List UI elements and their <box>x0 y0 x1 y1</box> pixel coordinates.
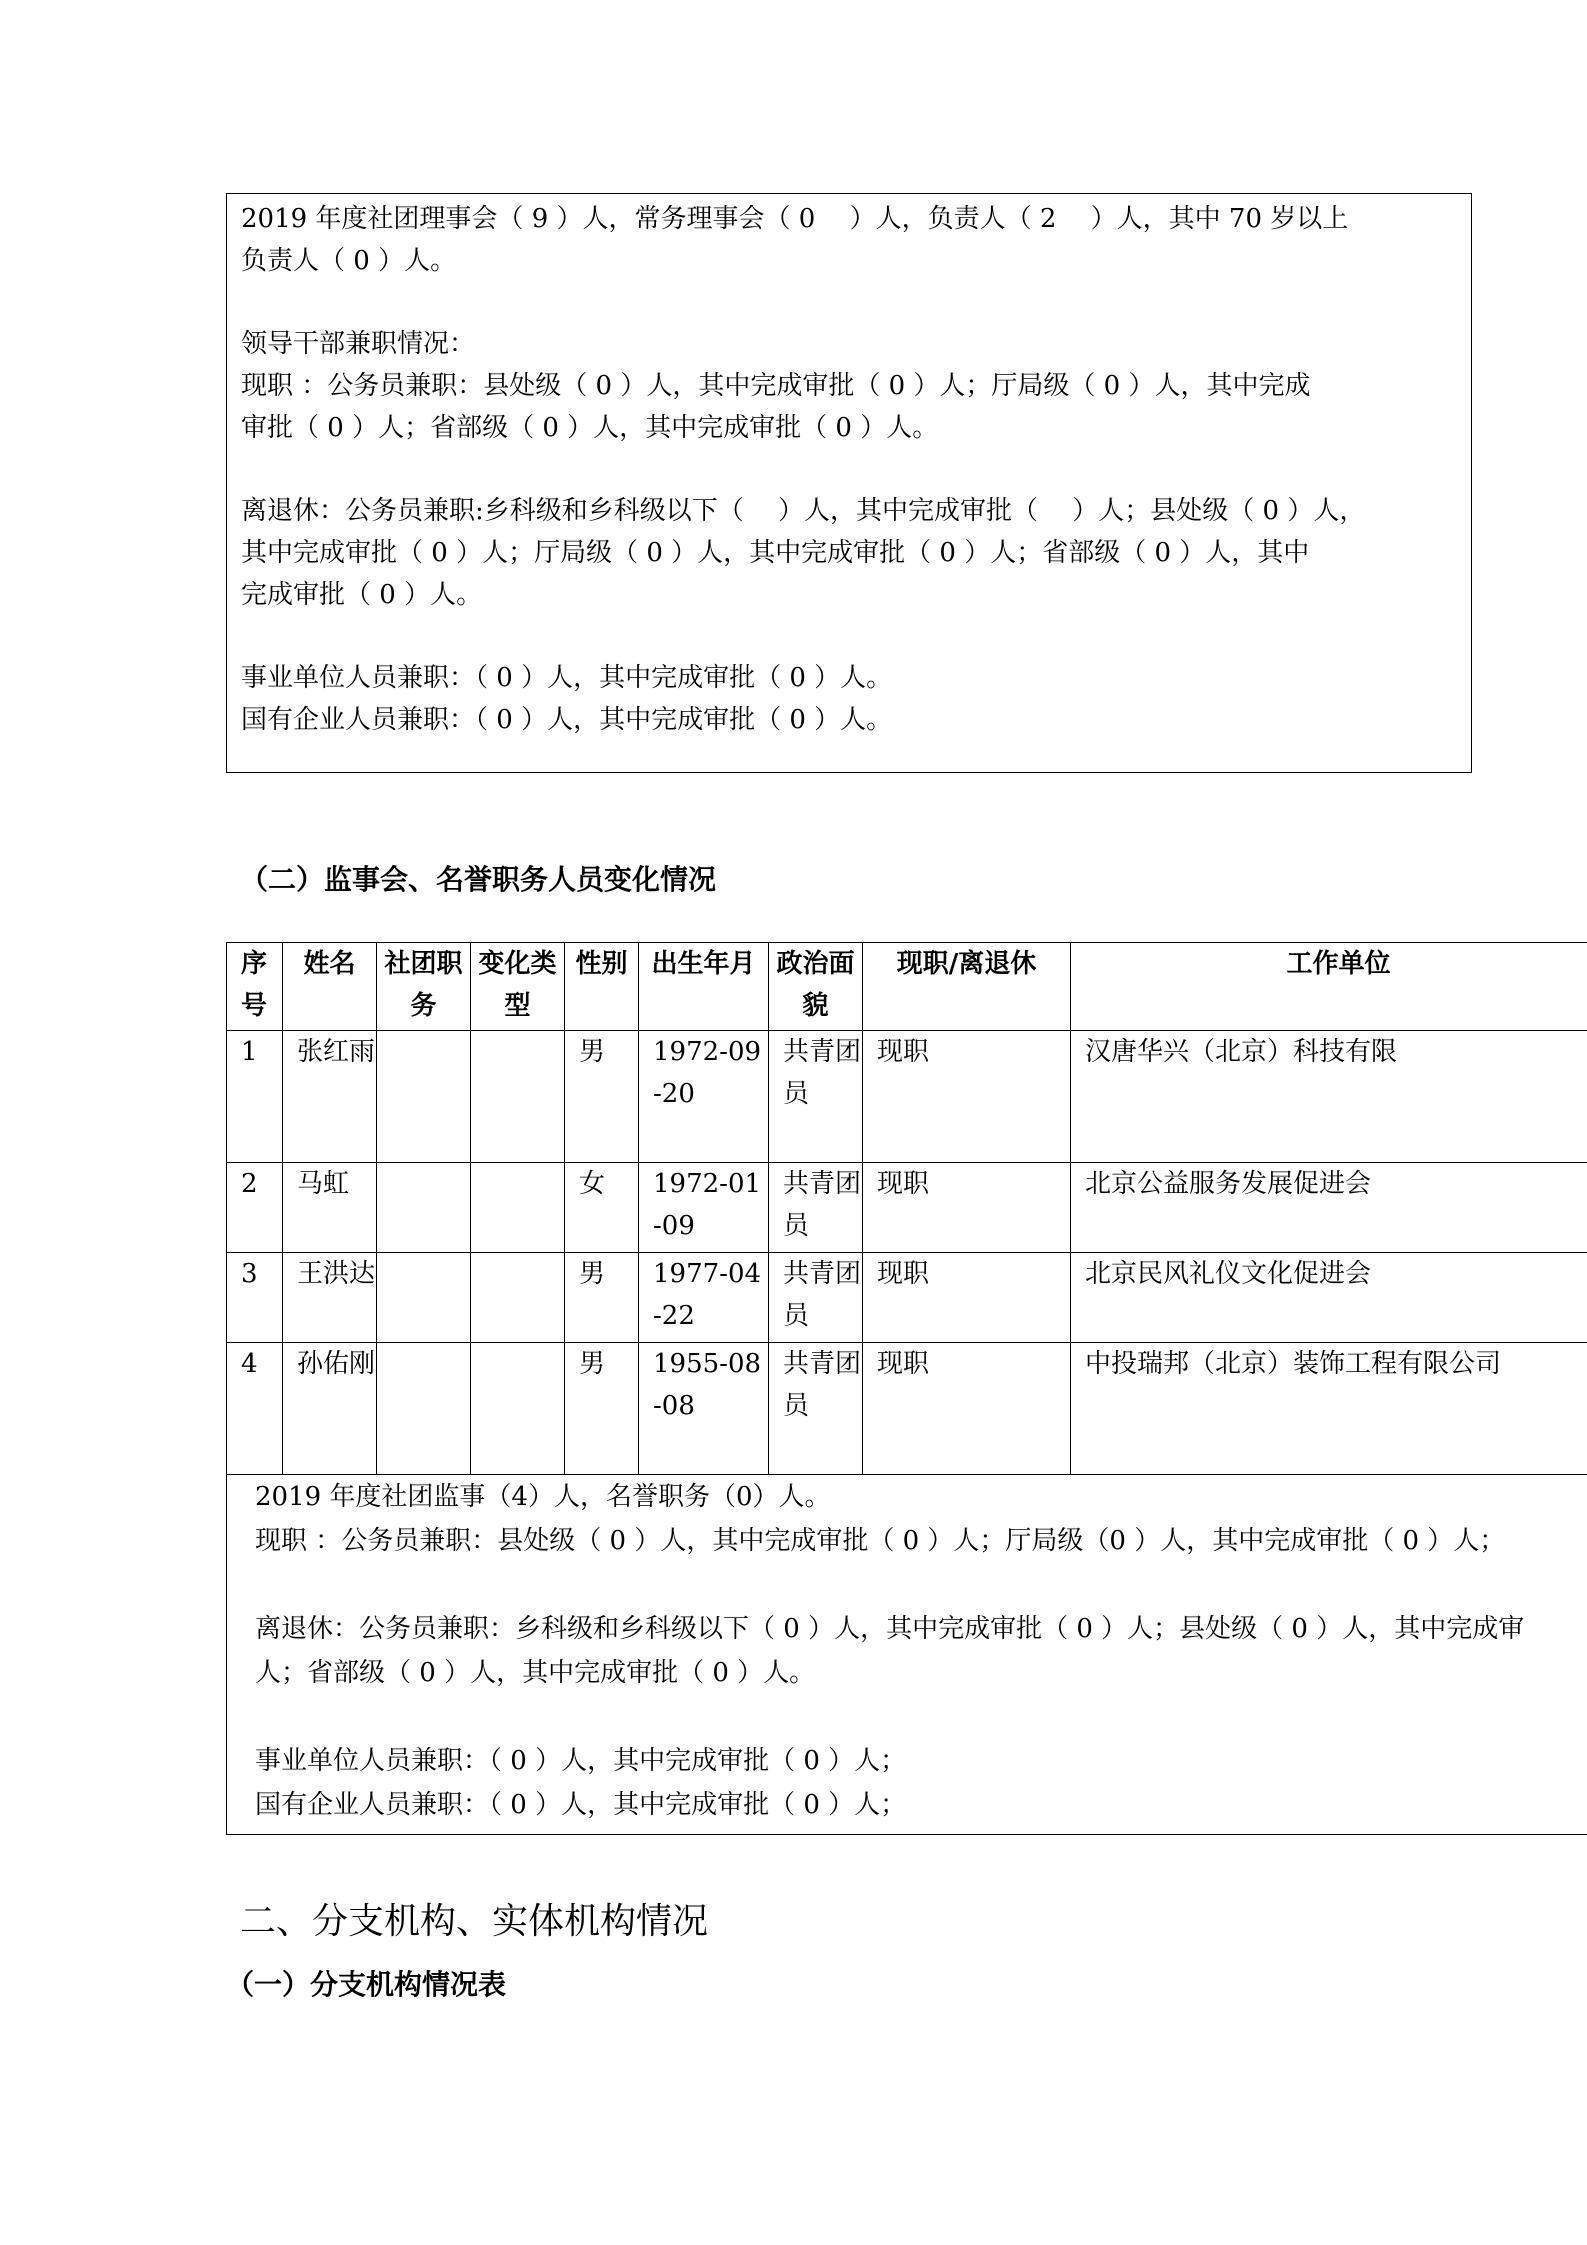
cell-employer: 汉唐华兴（北京）科技有限 <box>1071 1031 1587 1163</box>
council-line-8: 完成审批（ 0 ）人。 <box>241 580 483 610</box>
council-summary-box <box>226 193 1472 773</box>
council-line-7: 其中完成审批（ 0 ）人；厅局级（ 0 ）人，其中完成审批（ 0 ）人；省部级（ 0 ）人，其中 <box>241 538 1310 568</box>
cell-change <box>471 1031 565 1163</box>
cell-birth: 1972-09-20 <box>639 1031 769 1163</box>
summary-row <box>227 1475 1587 1835</box>
cell-birth: 1955-08-08 <box>639 1343 769 1475</box>
cell-employer: 北京公益服务发展促进会 <box>1071 1163 1587 1253</box>
col-header-status: 现职/离退休 <box>863 943 1071 1031</box>
table-row <box>227 1031 1587 1163</box>
council-line-10: 国有企业人员兼职：（ 0 ）人，其中完成审批（ 0 ）人。 <box>241 705 893 735</box>
council-line-2: 负责人（ 0 ）人。 <box>241 246 457 276</box>
council-line-3: 领导干部兼职情况： <box>241 329 476 359</box>
council-line-5: 审批（ 0 ）人；省部级（ 0 ）人，其中完成审批（ 0 ）人。 <box>241 413 939 443</box>
cell-gender: 女 <box>565 1163 639 1253</box>
council-line-1: 2019 年度社团理事会（ 9 ）人，常务理事会（ 0 ）人，负责人（ 2 ）人，其中 70 岁以上 <box>241 204 1349 234</box>
cell-change <box>471 1253 565 1343</box>
cell-name: 张红雨 <box>283 1031 377 1163</box>
cell-name: 王洪达 <box>283 1253 377 1343</box>
cell-change <box>471 1343 565 1475</box>
cell-politics: 共青团员 <box>769 1031 863 1163</box>
cell-status: 现职 <box>863 1163 1071 1253</box>
cell-role <box>377 1031 471 1163</box>
col-header-employer: 工作单位 <box>1071 943 1587 1031</box>
council-line-4: 现职 ：公务员兼职：县处级（ 0 ）人，其中完成审批（ 0 ）人；厅局级（ 0 ）人，其中完成 <box>241 371 1311 401</box>
col-header-role: 社团职务 <box>377 943 471 1031</box>
council-line-9: 事业单位人员兼职：（ 0 ）人，其中完成审批（ 0 ）人。 <box>241 663 893 693</box>
cell-gender: 男 <box>565 1253 639 1343</box>
cell-politics: 共青团员 <box>769 1253 863 1343</box>
cell-birth: 1977-04-22 <box>639 1253 769 1343</box>
summary-line-2: 现职 ：公务员兼职：县处级（ 0 ）人，其中完成审批（ 0 ）人；厅局级（0 ）人，其中完成审批（ 0 ）人； <box>255 1526 1506 1556</box>
cell-no: 2 <box>227 1163 283 1253</box>
supervisors-heading: （二）监事会、名誉职务人员变化情况 <box>240 863 717 896</box>
table-header-row <box>227 943 1587 1031</box>
table-row <box>227 1253 1587 1343</box>
col-header-politics: 政治面貌 <box>769 943 863 1031</box>
cell-employer: 中投瑞邦（北京）装饰工程有限公司 <box>1071 1343 1587 1475</box>
supervisors-summary-cell <box>227 1475 1587 1835</box>
summary-line-1: 2019 年度社团监事（4）人，名誉职务（0）人。 <box>255 1482 831 1512</box>
cell-birth: 1972-01-09 <box>639 1163 769 1253</box>
cell-role <box>377 1163 471 1253</box>
cell-no: 3 <box>227 1253 283 1343</box>
branches-heading: 二、分支机构、实体机构情况 <box>240 1901 709 1942</box>
cell-status: 现职 <box>863 1253 1071 1343</box>
cell-no: 1 <box>227 1031 283 1163</box>
col-header-birth: 出生年月 <box>639 943 769 1031</box>
cell-employer: 北京民风礼仪文化促进会 <box>1071 1253 1587 1343</box>
summary-spacer-2 <box>255 1695 1587 1739</box>
summary-line-5: 人；省部级（ 0 ）人，其中完成审批（ 0 ）人。 <box>255 1658 816 1688</box>
col-header-name: 姓名 <box>283 943 377 1031</box>
cell-change <box>471 1163 565 1253</box>
cell-politics: 共青团员 <box>769 1163 863 1253</box>
cell-politics: 共青团员 <box>769 1343 863 1475</box>
summary-line-8: 国有企业人员兼职：（ 0 ）人，其中完成审批（ 0 ）人； <box>255 1790 907 1820</box>
col-header-gender: 性别 <box>565 943 639 1031</box>
col-header-change: 变化类型 <box>471 943 565 1031</box>
cell-gender: 男 <box>565 1343 639 1475</box>
cell-role <box>377 1253 471 1343</box>
summary-line-7: 事业单位人员兼职：（ 0 ）人，其中完成审批（ 0 ）人； <box>255 1746 907 1776</box>
cell-role <box>377 1343 471 1475</box>
cell-name: 马虹 <box>283 1163 377 1253</box>
summary-spacer-1 <box>255 1563 1587 1607</box>
cell-name: 孙佑刚 <box>283 1343 377 1475</box>
cell-status: 现职 <box>863 1031 1071 1163</box>
table-row <box>227 1343 1587 1475</box>
council-line-6: 离退休：公务员兼职:乡科级和乡科级以下（ ）人，其中完成审批（ ）人；县处级（ 0 ）人， <box>241 496 1366 526</box>
col-header-no: 序号 <box>227 943 283 1031</box>
summary-line-4: 离退休：公务员兼职：乡科级和乡科级以下（ 0 ）人，其中完成审批（ 0 ）人；县处级（ 0 ）人，其中完成审 <box>255 1614 1525 1644</box>
cell-gender: 男 <box>565 1031 639 1163</box>
table-row <box>227 1163 1587 1253</box>
branches-subheading: （一）分支机构情况表 <box>226 1968 507 2001</box>
supervisors-table <box>226 942 1587 1835</box>
cell-status: 现职 <box>863 1343 1071 1475</box>
cell-no: 4 <box>227 1343 283 1475</box>
